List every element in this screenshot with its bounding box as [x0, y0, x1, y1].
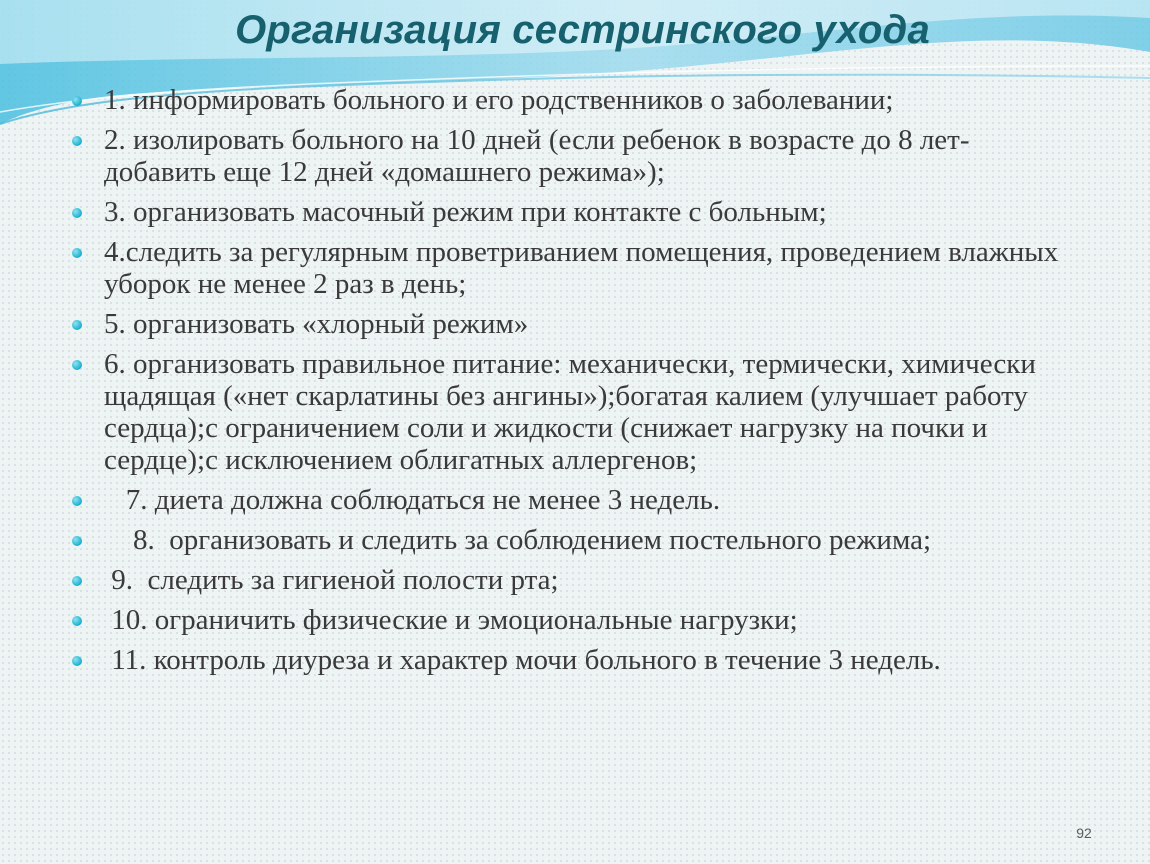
list-item — [70, 484, 1080, 516]
bullet-dot-icon — [72, 96, 82, 106]
list-item-text: 4.следить за регулярным проветриванием помещения, проведением влажных уборок не менее 2 раз в день; — [104, 236, 1059, 300]
list-item-text: 11. контроль диуреза и характер мочи больного в течение 3 недель. — [104, 644, 941, 676]
list-item-text: 9. следить за гигиеной полости рта; — [104, 564, 559, 596]
list-item — [70, 604, 1080, 636]
list-item — [70, 196, 1080, 228]
bullet-dot-icon — [72, 656, 82, 666]
list-item — [70, 524, 1080, 556]
content-list — [70, 84, 1080, 684]
bullet-dot-icon — [72, 576, 82, 586]
bullet-dot-icon — [72, 248, 82, 258]
list-item — [70, 308, 1080, 340]
list-item — [70, 644, 1080, 676]
bullet-dot-icon — [72, 360, 82, 370]
list-item-text: 6. организовать правильное питание: механически, термически, химически щадящая («нет скарлатины без ангины»);богатая калием (улучшает работу сердца);с ограничением соли и жидкости (снижает нагрузку на почки и сердце);с исключением облигатных аллергенов; — [104, 348, 1036, 476]
list-item-text: 10. ограничить физические и эмоциональные нагрузки; — [104, 604, 798, 636]
list-item-text: 1. информировать больного и его родственников о заболевании; — [104, 84, 894, 116]
page-number: 92 — [1076, 825, 1092, 841]
list-item — [70, 348, 1080, 476]
bullet-dot-icon — [72, 496, 82, 506]
bullet-dot-icon — [72, 208, 82, 218]
bullet-dot-icon — [72, 536, 82, 546]
list-item-text: 3. организовать масочный режим при контакте с больным; — [104, 196, 827, 228]
bullet-dot-icon — [72, 320, 82, 330]
list-item — [70, 124, 1080, 188]
list-item-text: 7. диета должна соблюдаться не менее 3 недель. — [104, 484, 721, 516]
list-item — [70, 236, 1080, 300]
list-item-text: 5. организовать «хлорный режим» — [104, 308, 529, 340]
bullet-dot-icon — [72, 136, 82, 146]
list-item — [70, 84, 1080, 116]
bullet-dot-icon — [72, 616, 82, 626]
list-item-text: 2. изолировать больного на 10 дней (если ребенок в возрасте до 8 лет- добавить еще 12 дней «домашнего режима»); — [104, 124, 970, 188]
list-item-text: 8. организовать и следить за соблюдением постельного режима; — [104, 524, 932, 556]
slide-title: Организация сестринского ухода — [235, 8, 930, 52]
list-item — [70, 564, 1080, 596]
